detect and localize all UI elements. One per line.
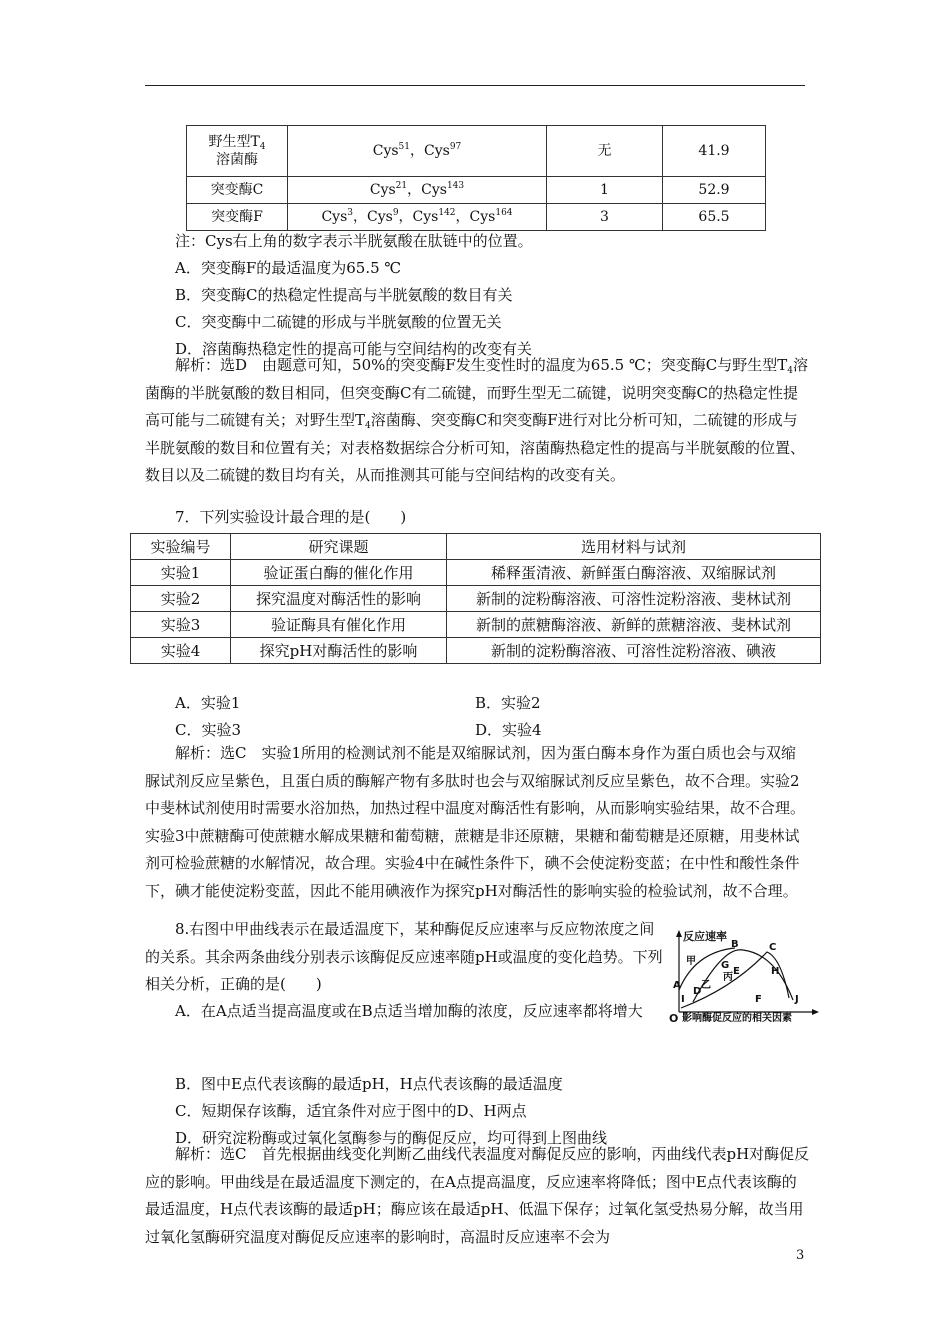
analysis-q7: 解析：选C 实验1所用的检测试剂不能是双缩脲试剂，因为蛋白酶本身作为蛋白质也会与双缩脲试剂反应呈紫色，且蛋白质的酶解产物有多肽时也会与双缩脲试剂反应呈紫色，故不合理。实验2中斐林试剂使用时需要水浴加热，加热过程中温度对酶活性有影响，从而影响实验结果，故不合理。实验3中蔗糖酶可使蔗糖水解成果糖和葡萄糖，蔗糖是非还原糖，果糖和葡萄糖是还原糖，用斐林试剂可检验蔗糖的水解情况，故合理。实验4中在碱性条件下，碘不会使淀粉变蓝；在中性和酸性条件下，碘才能使淀粉变蓝，因此不能用碘液作为探究pH对酶活性的影响实验的检验试剂，故不合理。 bbox=[145, 744, 806, 900]
table-cell: Cys$^3$，Cys$^9$，Cys$^{142}$，Cys$^{164}$ bbox=[288, 204, 547, 231]
option-a: A．在A点适当提高温度或在B点适当增加酶的浓度，反应速率都将增大 bbox=[175, 1002, 643, 1020]
table-row bbox=[187, 204, 766, 231]
point-label: E bbox=[733, 966, 740, 977]
table-cell: 实验1 bbox=[131, 560, 231, 586]
table-cell: 稀释蛋清液、新鲜蛋白酶溶液、双缩脲试剂 bbox=[447, 560, 821, 586]
table-cell: 1 bbox=[547, 177, 663, 204]
option-a: A．实验1 bbox=[175, 694, 241, 712]
table-header: 实验编号 bbox=[131, 534, 231, 560]
point-label: C bbox=[769, 942, 777, 953]
header-rule bbox=[145, 85, 805, 86]
enzyme-rate-figure bbox=[663, 928, 823, 1024]
table-row bbox=[131, 612, 821, 638]
y-axis-label: 反应速率 bbox=[683, 930, 727, 943]
y-axis-arrow-icon bbox=[676, 930, 682, 937]
option-d: D．溶菌酶热稳定性的提高可能与空间结构的改变有关 bbox=[175, 340, 533, 358]
table-cell: Cys$^{21}$，Cys$^{143}$ bbox=[288, 177, 547, 204]
table-row bbox=[131, 586, 821, 612]
table-header-row bbox=[131, 534, 821, 560]
table-row bbox=[187, 177, 766, 204]
table-cell: 突变酶C bbox=[187, 177, 288, 204]
table-note: 注：Cys右上角的数字表示半胱氨酸在肽链中的位置。 bbox=[175, 232, 533, 250]
option-c: C．实验3 bbox=[175, 721, 242, 739]
curve-label-yi: 乙 bbox=[701, 980, 711, 991]
x-axis-arrow-icon bbox=[812, 1009, 819, 1015]
point-label: I bbox=[681, 994, 685, 1005]
option-b: B．突变酶C的热稳定性提高与半胱氨酸的数目有关 bbox=[175, 286, 513, 304]
table-cell: 新制的淀粉酶溶液、可溶性淀粉溶液、斐林试剂 bbox=[447, 586, 821, 612]
table-row bbox=[131, 638, 821, 664]
table-row bbox=[131, 560, 821, 586]
point-label: D bbox=[693, 986, 702, 997]
table-cell: 实验2 bbox=[131, 586, 231, 612]
table-cell: 无 bbox=[547, 126, 663, 177]
table-header: 研究课题 bbox=[231, 534, 447, 560]
point-label: B bbox=[731, 939, 739, 950]
table-cell: 41.9 bbox=[663, 126, 766, 177]
page-number: 3 bbox=[796, 1248, 805, 1263]
point-label: A bbox=[673, 980, 681, 991]
question-8-stem: 8.右图中甲曲线表示在最适温度下，某种酶促反应速率与反应物浓度之间的关系。其余两条曲线分别表示该酶促反应速率随pH或温度的变化趋势。下列相关分析，正确的是( ) bbox=[145, 920, 663, 993]
curve-label-bing: 丙 bbox=[723, 972, 733, 983]
table-cell: 探究pH对酶活性的影响 bbox=[231, 638, 447, 664]
analysis-q6: 解析：选D 由题意可知，50%的突变酶F发生变性时的温度为65.5 ℃；突变酶C与野生型$T_4$溶菌酶的半胱氨酸的数目相同，但突变酶C有二硫键，而野生型无二硫键，说明突变酶C的热稳定性提高可能与二硫键有关；对野生型$T_4$溶菌酶、突变酶C和突变酶F进行对比分析可知，二硫键的形成与半胱氨酸的数目和位置有关；对表格数据综合分析可知，溶菌酶热稳定性的提高与半胱氨酸的位置、数目以及二硫键的数目均有关，从而推测其可能与空间结构的改变有关。 bbox=[145, 356, 808, 484]
lysozyme-table bbox=[186, 125, 766, 231]
option-d: D．实验4 bbox=[475, 721, 542, 739]
table-header: 选用材料与试剂 bbox=[447, 534, 821, 560]
table-cell: 实验3 bbox=[131, 612, 231, 638]
option-c: C．突变酶中二硫键的形成与半胱氨酸的位置无关 bbox=[175, 313, 502, 331]
point-label: G bbox=[721, 960, 730, 971]
question-7-stem: 7．下列实验设计最合理的是( ) bbox=[175, 508, 407, 526]
option-d: D．研究淀粉酶或过氧化氢酶参与的酶促反应，均可得到上图曲线 bbox=[175, 1129, 608, 1147]
option-c: C．短期保存该酶，适宜条件对应于图中的D、H两点 bbox=[175, 1102, 527, 1120]
table-cell: 探究温度对酶活性的影响 bbox=[231, 586, 447, 612]
origin-label: O bbox=[669, 1012, 679, 1024]
table-cell: 3 bbox=[547, 204, 663, 231]
experiment-table bbox=[130, 533, 821, 664]
table-cell: 52.9 bbox=[663, 177, 766, 204]
curve-label-jia: 甲 bbox=[686, 956, 696, 967]
table-cell: 验证蛋白酶的催化作用 bbox=[231, 560, 447, 586]
table-cell: 突变酶F bbox=[187, 204, 288, 231]
table-row bbox=[187, 126, 766, 177]
point-label: F bbox=[755, 994, 762, 1005]
table-cell: 新制的淀粉酶溶液、可溶性淀粉溶液、碘液 bbox=[447, 638, 821, 664]
table-cell: 验证酶具有催化作用 bbox=[231, 612, 447, 638]
curve-yi bbox=[681, 952, 789, 1008]
table-cell: 新制的蔗糖酶溶液、新鲜的蔗糖溶液、斐林试剂 bbox=[447, 612, 821, 638]
point-label: J bbox=[795, 994, 799, 1005]
option-b: B．实验2 bbox=[475, 694, 541, 712]
table-cell: Cys$^{51}$，Cys$^{97}$ bbox=[288, 126, 547, 177]
x-axis-label: 影响酶促反应的相关因素 bbox=[682, 1013, 792, 1024]
point-label: H bbox=[771, 966, 780, 977]
table-cell: 实验4 bbox=[131, 638, 231, 664]
table-cell: 野生型$T_4$ 溶菌酶 bbox=[187, 126, 288, 177]
option-a: A．突变酶F的最适温度为65.5 ℃ bbox=[175, 259, 402, 277]
table-cell: 65.5 bbox=[663, 204, 766, 231]
option-b: B．图中E点代表该酶的最适pH，H点代表该酶的最适温度 bbox=[175, 1075, 563, 1093]
analysis-q8: 解析：选C 首先根据曲线变化判断乙曲线代表温度对酶促反应的影响，丙曲线代表pH对酶促反应的影响。甲曲线是在最适温度下测定的，在A点提高温度，反应速率将降低；图中E点代表该酶的最适温度，H点代表该酶的最适pH；酶应该在最适pH、低温下保存；过氧化氢受热易分解，故当用过氧化氢酶研究温度对酶促反应速率的影响时，高温时反应速率不会为 bbox=[145, 1145, 810, 1246]
